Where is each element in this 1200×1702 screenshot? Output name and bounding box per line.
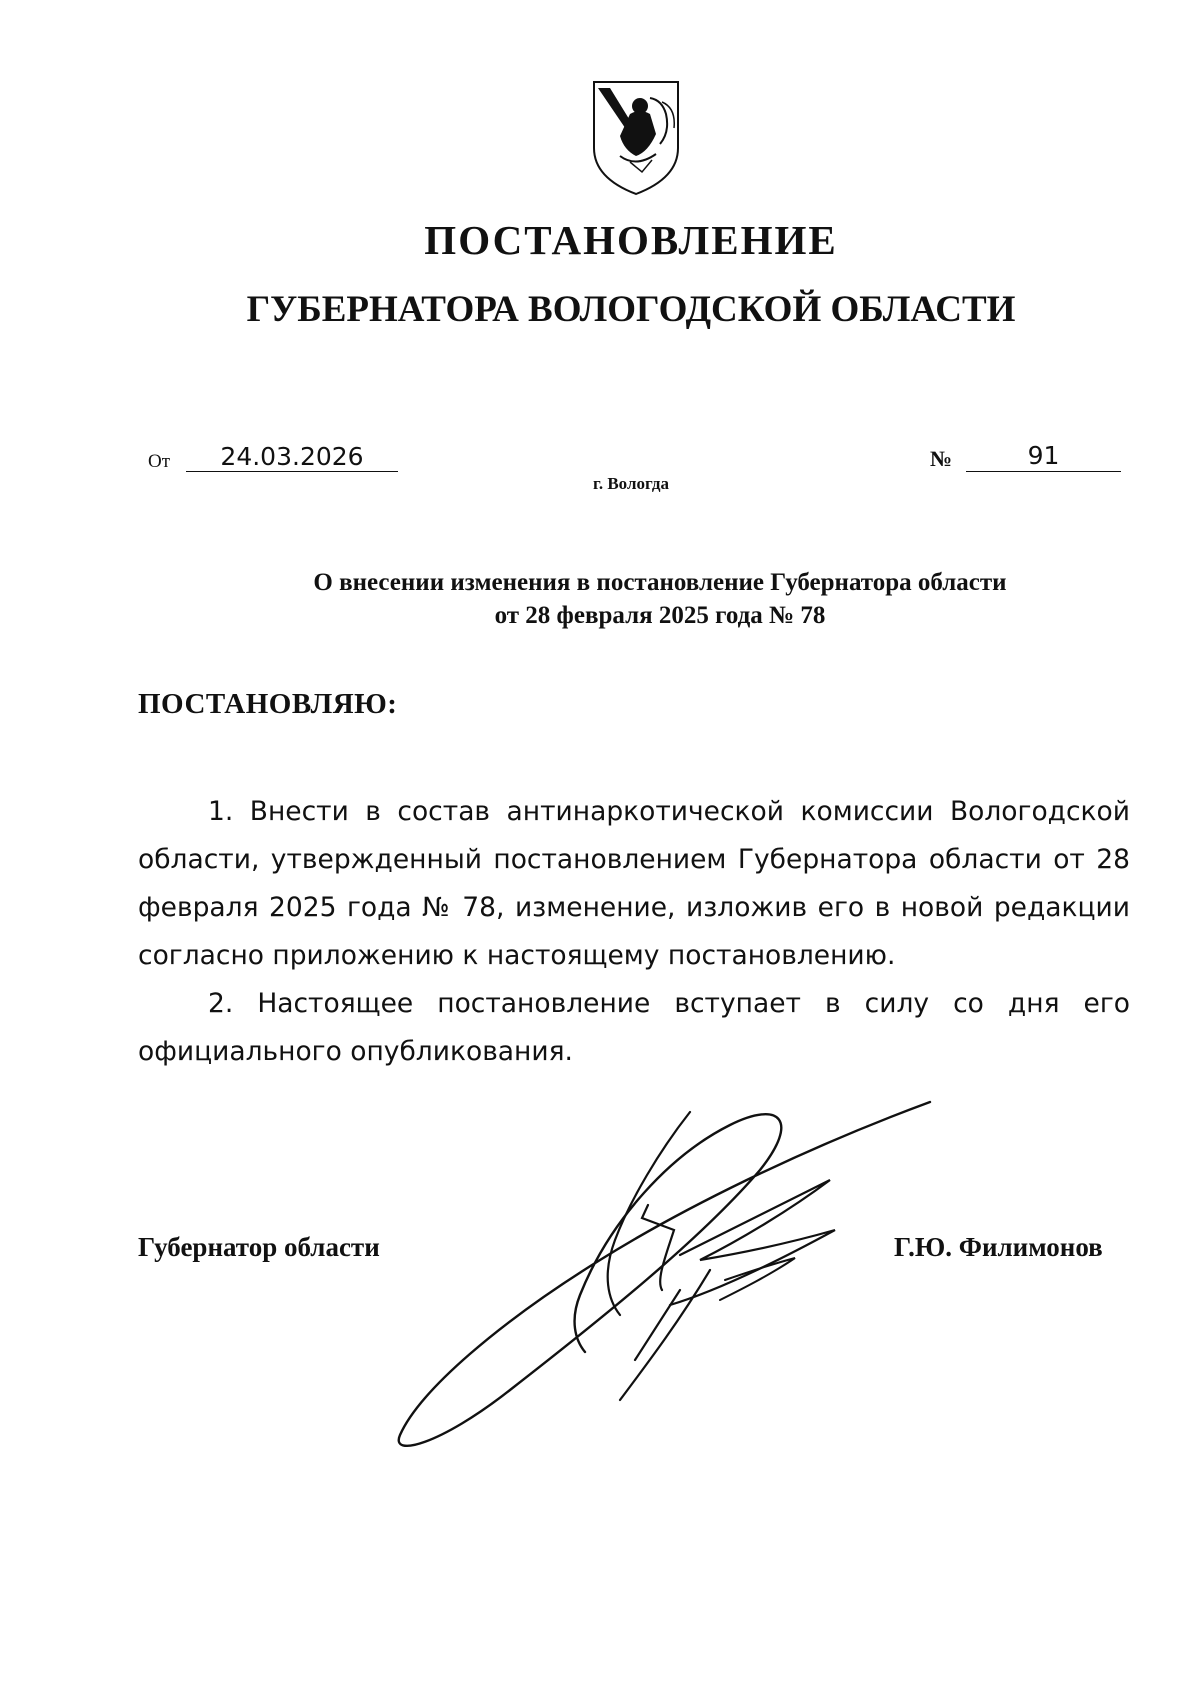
date-prefix-label: От [148,451,171,472]
document-issuer: ГУБЕРНАТОРА ВОЛОГОДСКОЙ ОБЛАСТИ [246,289,1016,330]
document-body [138,788,1130,1076]
decree-heading: ПОСТАНОВЛЯЮ: [138,688,398,720]
subject-line-2: от 28 февраля 2025 года № 78 [494,602,826,629]
document-subject [150,566,1170,632]
document-number: 91 [966,441,1121,472]
subject-line-1: О внесении изменения в постановление Губернатора области [313,569,1007,596]
paragraph-1: 1. Внести в состав антинаркотической комиссии Вологодской области, утвержденный постановлением Губернатора области от 28 февраля 2025 года № 78, изменение, изложив его в новой редакции согласно приложению к настоящему постановлению. [138,796,1130,971]
handwritten-signature [380,1090,940,1450]
signatory-name: Г.Ю. Филимонов [894,1232,1103,1262]
number-label: № [930,446,953,471]
signatory-position: Губернатор области [138,1232,380,1262]
document-city: г. Вологда [593,474,669,493]
coat-of-arms-emblem [590,78,682,196]
document-date: 24.03.2026 [186,441,398,472]
document-title: ПОСТАНОВЛЕНИЕ [424,217,838,263]
paragraph-2: 2. Настоящее постановление вступает в силу со дня его официального опубликования. [138,988,1130,1067]
